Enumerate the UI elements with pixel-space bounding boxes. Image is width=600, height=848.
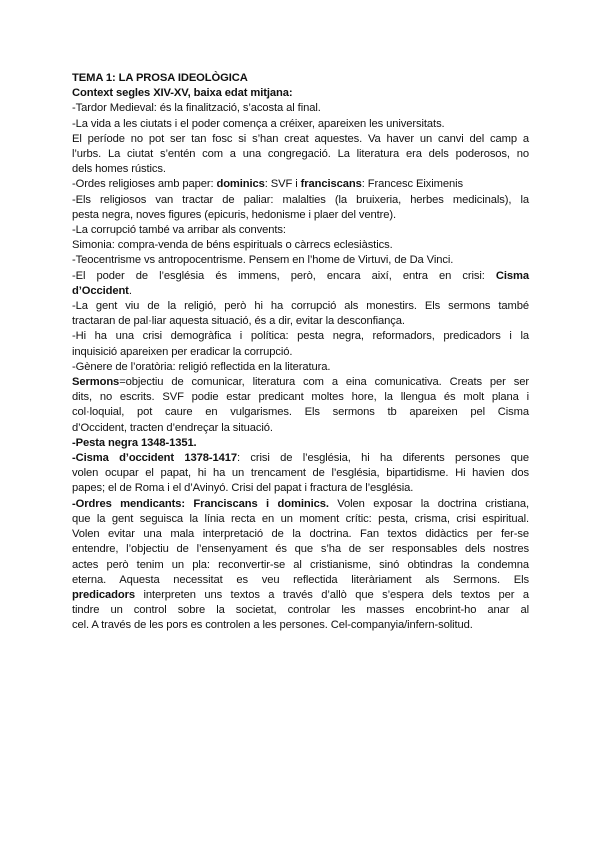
text-line: l’urbs. La ciutat s’entén com a una congregació. La literatura era dels poderosos, no bbox=[72, 148, 529, 161]
text-line: -Els religiosos van tractar de paliar: malalties (la bruixeria, herbes medicinals), la bbox=[72, 193, 529, 206]
text-line: -La vida a les ciutats i el poder comença a créixer, apareixen les universitats. bbox=[72, 117, 445, 130]
text-line: entendre, l’objectiu de l’ensenyament és que s’ha de ser responsables dels nostres bbox=[72, 543, 529, 556]
text-line: -La corrupció també va arribar als convents: bbox=[72, 224, 286, 237]
text-line: -Gènere de l’oratòria: religió reflectida en la literatura. bbox=[72, 360, 331, 373]
text-line: papes; el de Roma i el d’Avinyó. Crisi del papat i fractura de l’església. bbox=[72, 482, 414, 495]
text-line: volen ocupar el papat, hi ha un trencament de l’església, bipartidisme. Hi havien dos bbox=[72, 467, 529, 480]
text-line: que la gent seguisca la línia recta en un moment crític: pesta, crisma, crisi espiritual. bbox=[72, 512, 529, 525]
text-line: tindre un control sobre la societat, controlar les masses encobrint-ho anar al bbox=[72, 604, 529, 617]
text-line: dels homes rústics. bbox=[72, 163, 166, 176]
text-line: dits, no escrits. SVF podie estar predicant moltes hore, la llengua és molt plana i bbox=[72, 391, 529, 404]
text-line: d’Occident. bbox=[72, 284, 132, 297]
text-line: -Tardor Medieval: és la finalització, s’acosta al final. bbox=[72, 102, 321, 115]
text-line: -La gent viu de la religió, però hi ha corrupció als monestirs. Els sermons també bbox=[72, 300, 529, 313]
text-line: predicadors interpreten uns textos a través d’allò que s’espera dels textos per a bbox=[72, 588, 529, 601]
text-line: d’Occident, tracten d’endreçar la situació. bbox=[72, 421, 273, 434]
text-line: actes però tenim un pla: reconvertir-se al cristianisme, sinó obtindras la condemna bbox=[72, 558, 529, 571]
text-line: El període no pot ser tan fosc si s’han creat aquestes. Va haver un canvi del camp a bbox=[72, 132, 529, 145]
text-line: -El poder de l’església és immens, però, encara així, entra en crisi: Cisma bbox=[72, 269, 529, 282]
text-line: tractaran de pal·liar aquesta situació, és a dir, evitar la desconfiança. bbox=[72, 315, 405, 328]
text-line: Simonia: compra-venda de béns espirituals o càrrecs eclesiàstics. bbox=[72, 239, 393, 252]
text-line: -Pesta negra 1348-1351. bbox=[72, 436, 197, 449]
text-line: eterna. Aquesta necessitat es veu reflectida literàriament als Sermons. Els bbox=[72, 573, 529, 586]
text-line: inquisició apareixen per eradicar la corrupció. bbox=[72, 345, 293, 358]
text-line: pesta negra, noves figures (epicuris, hedonisme i plaer del ventre). bbox=[72, 208, 397, 221]
text-line: -Teocentrisme vs antropocentrisme. Pensem en l’home de Virtuvi, de Da Vinci. bbox=[72, 254, 454, 267]
text-line: -Ordres mendicants: Franciscans i dominics. Volen exposar la doctrina cristiana, bbox=[72, 497, 529, 510]
document-body bbox=[72, 71, 529, 634]
text-line: Volen evitar una mala interpretació de la doctrina. Fan textos didàctics per fer-se bbox=[72, 528, 529, 541]
document-title: TEMA 1: LA PROSA IDEOLÒGICA bbox=[72, 72, 248, 84]
text-line: col·loquial, pot caure en vulgarismes. Els sermons tb apareixen pel Cisma bbox=[72, 406, 529, 419]
text-line: -Cisma d’occident 1378-1417: crisi de l’església, hi ha diferents persones que bbox=[72, 452, 530, 465]
text-line: -Hi ha una crisi demogràfica i política: pesta negra, reformadors, predicadors i la bbox=[72, 330, 529, 343]
text-line: cel. A través de les pors es controlen a les persones. Cel-companyia/infern-solitud. bbox=[72, 619, 473, 632]
text-line: Sermons=objectiu de comunicar, literatura com a eina comunicativa. Creats per ser bbox=[72, 376, 529, 389]
text-line: -Ordes religioses amb paper: dominics: SVF i franciscans: Francesc Eiximenis bbox=[72, 178, 463, 191]
section-heading: Context segles XIV-XV, baixa edat mitjana: bbox=[72, 87, 293, 100]
